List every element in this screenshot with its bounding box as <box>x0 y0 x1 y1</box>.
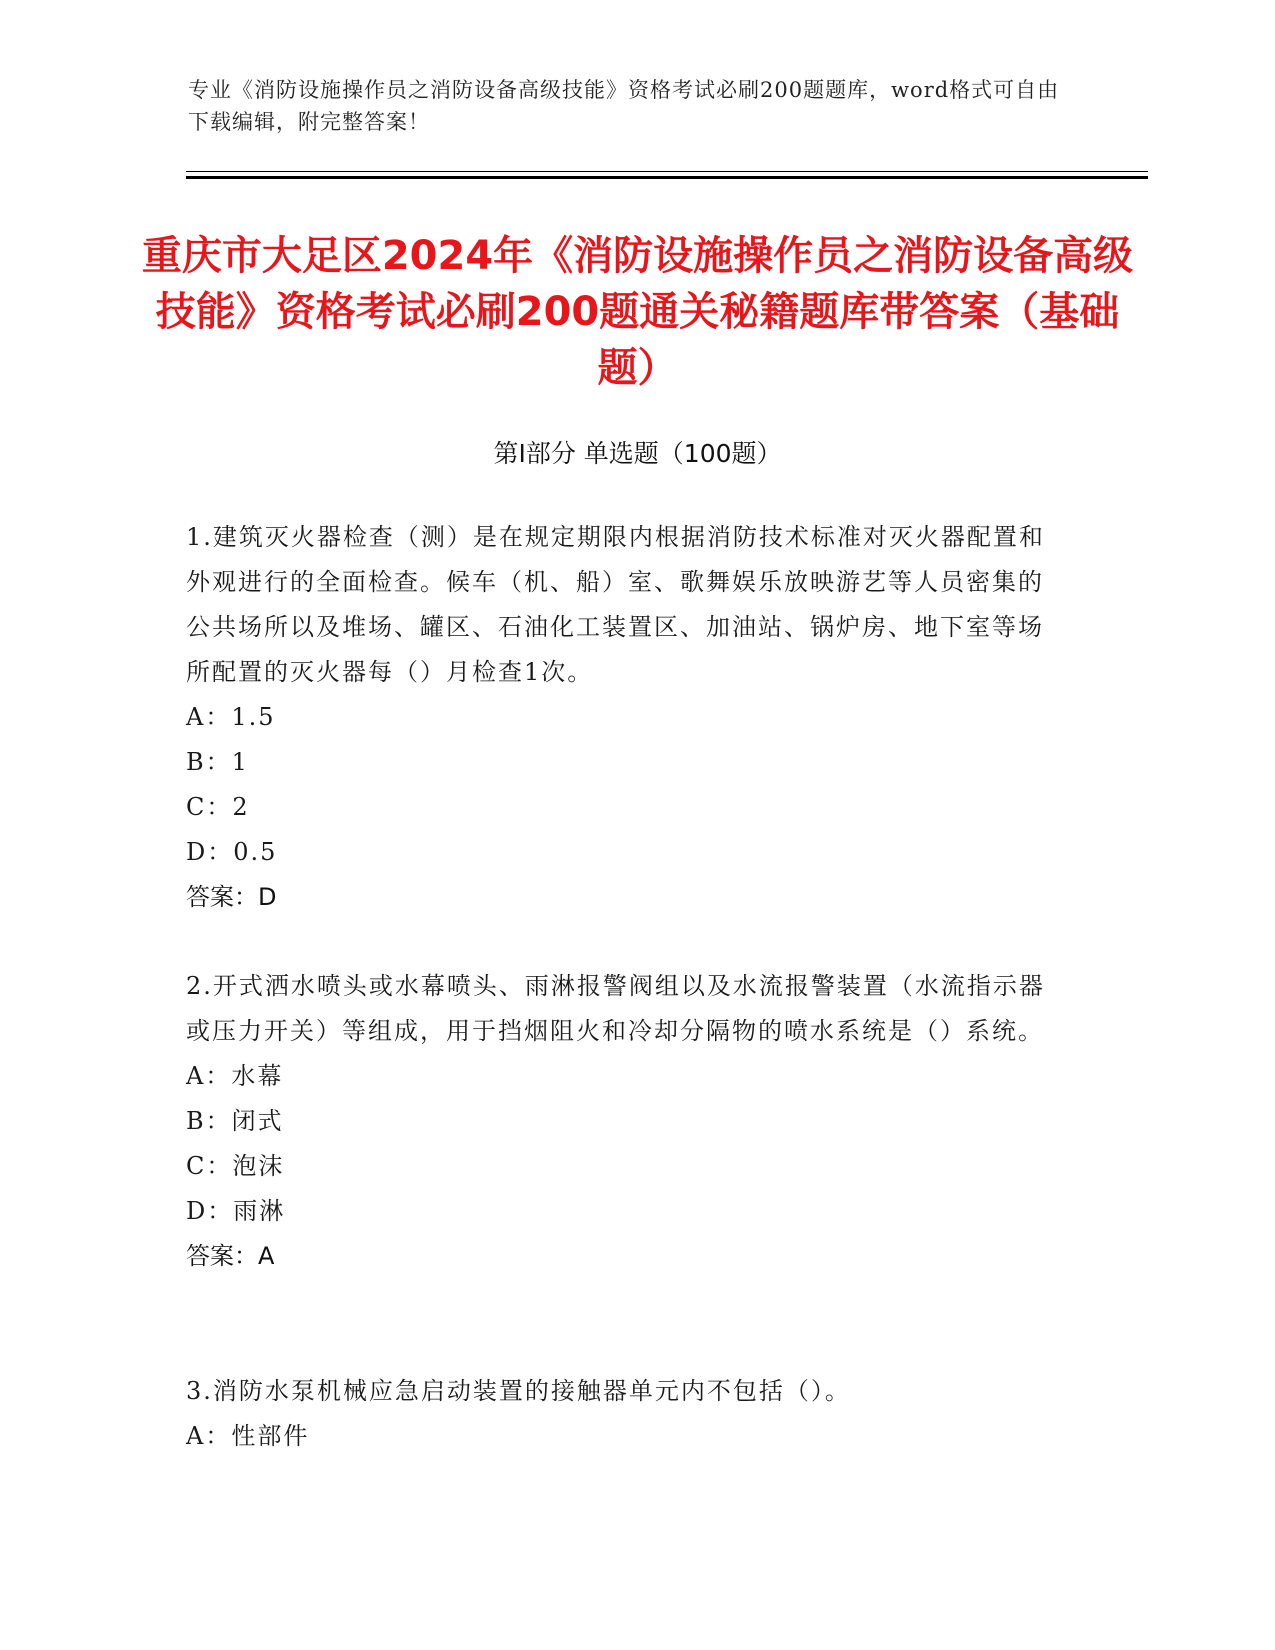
header-divider-thick <box>186 176 1148 179</box>
question-3 <box>186 1369 1066 1459</box>
option-c: C：泡沫 <box>186 1152 285 1180</box>
document-title: 重庆市大足区2024年《消防设施操作员之消防设备高级技能》资格考试必刷200题通关秘籍题库带答案（基础题） <box>141 233 1134 391</box>
question-stem: 1.建筑灭火器检查（测）是在规定期限内根据消防技术标准对灭火器配置和外观进行的全面检查。候车（机、船）室、歌舞娱乐放映游艺等人员密集的公共场所以及堆场、罐区、石油化工装置区、加油站、锅炉房、地下室等场所配置的灭火器每（）月检查1次。 <box>186 523 1045 686</box>
option-a: A：水幕 <box>186 1062 284 1090</box>
option-d: D：雨淋 <box>186 1197 286 1225</box>
option-a: A：1.5 <box>186 703 276 731</box>
option-b: B：1 <box>186 748 249 776</box>
option-d: D：0.5 <box>186 838 278 866</box>
section-title: 第Ⅰ部分 单选题（100题） <box>493 439 782 468</box>
answer: 答案：D <box>186 883 277 911</box>
question-stem: 3.消防水泵机械应急启动装置的接触器单元内不包括（）。 <box>186 1377 851 1405</box>
option-c: C：2 <box>186 793 250 821</box>
answer: 答案：A <box>186 1242 275 1270</box>
question-2 <box>186 964 1066 1279</box>
option-a: A：性部件 <box>186 1422 310 1450</box>
question-1 <box>186 515 1066 920</box>
header-note: 专业《消防设施操作员之消防设备高级技能》资格考试必刷200题题库，word格式可自由下载编辑，附完整答案！ <box>188 78 1060 134</box>
question-stem: 2.开式洒水喷头或水幕喷头、雨淋报警阀组以及水流报警装置（水流指示器或压力开关）等组成，用于挡烟阻火和冷却分隔物的喷水系统是（）系统。 <box>186 972 1045 1045</box>
header-divider-thin <box>186 171 1148 172</box>
option-b: B：闭式 <box>186 1107 284 1135</box>
